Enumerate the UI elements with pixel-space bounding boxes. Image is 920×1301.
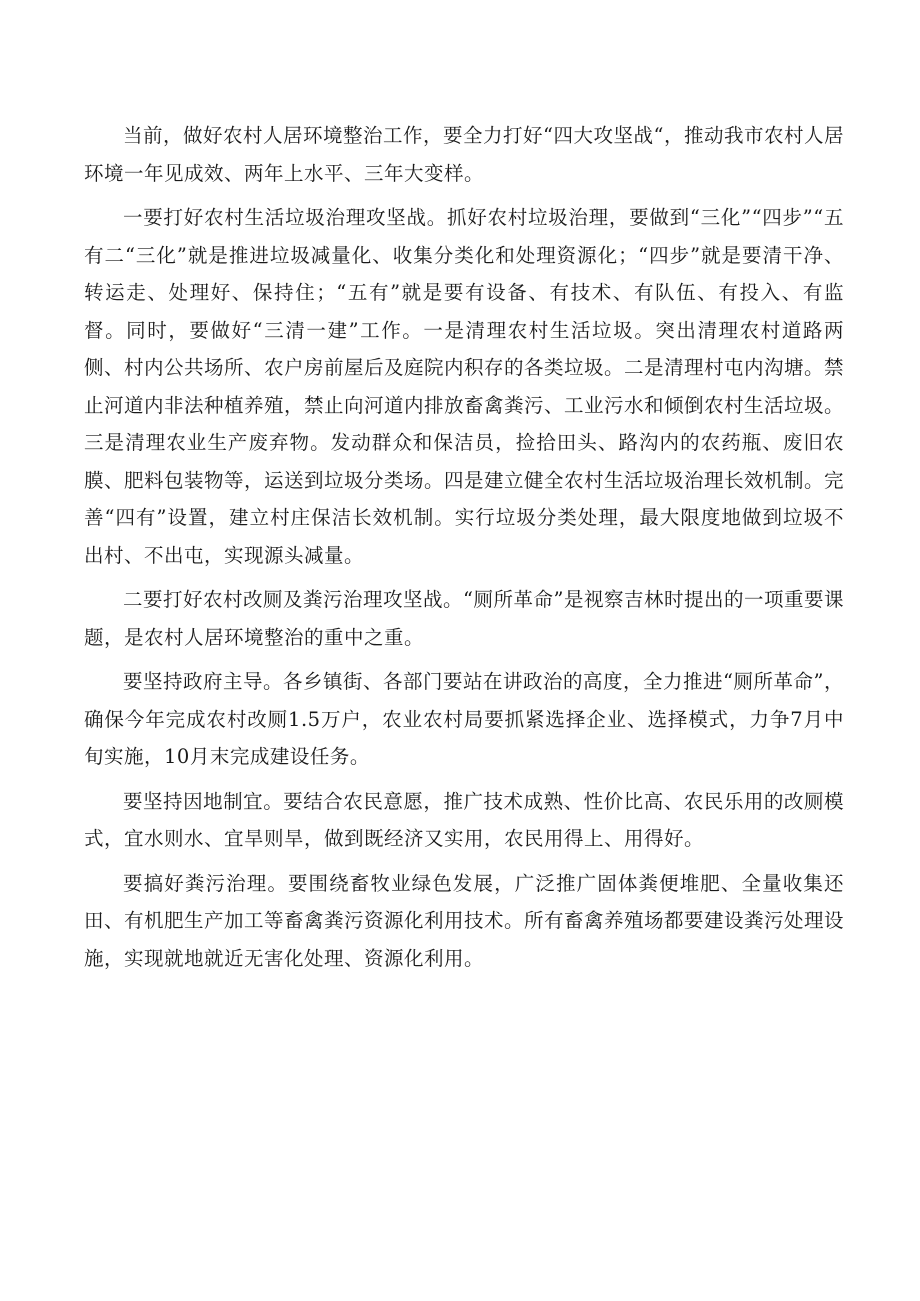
paragraph-4: 要坚持政府主导。各乡镇街、各部门要站在讲政治的高度，全力推进“厕所革命”，确保今年完成农村改厕1.5万户，农业农村局要抓紧选择企业、选择模式，力争7月中旬实施，10月末完成建设任务。 bbox=[84, 670, 844, 768]
paragraph-2: 一要打好农村生活垃圾治理攻坚战。抓好农村垃圾治理，要做到“三化”“四步”“五有二“三化”就是推进垃圾减量化、收集分类化和处理资源化；“四步”就是要清干净、转运走、处理好、保持住；“五有”就是要有设备、有技术、有队伍、有投入、有监督。同时，要做好“三清一建”工作。一是清理农村生活垃圾。突出清理农村道路两侧、村内公共场所、农户房前屋后及庭院内积存的各类垃圾。二是清理村屯内沟塘。禁止河道内非法种植养殖，禁止向河道内排放畜禽粪污、工业污水和倾倒农村生活垃圾。三是清理农业生产废弃物。发动群众和保洁员，捡拾田头、路沟内的农药瓶、废旧农膜、肥料包装物等，运送到垃圾分类场。四是建立健全农村生活垃圾治理长效机制。完善“四有”设置，建立村庄保洁长效机制。实行垃圾分类处理，最大限度地做到垃圾不出村、不出屯，实现源头减量。 bbox=[84, 206, 845, 567]
paragraph-3: 二要打好农村改厕及粪污治理攻坚战。“厕所革命”是视察吉林时提出的一项重要课题，是农村人居环境整治的重中之重。 bbox=[84, 588, 844, 649]
document-body bbox=[84, 117, 844, 984]
paragraph-5: 要坚持因地制宜。要结合农民意愿，推广技术成熟、性价比高、农民乐用的改厕模式，宜水则水、宜旱则旱，做到既经济又实用，农民用得上、用得好。 bbox=[84, 789, 844, 850]
paragraph-6: 要搞好粪污治理。要围绕畜牧业绿色发展，广泛推广固体粪便堆肥、全量收集还田、有机肥生产加工等畜禽粪污资源化利用技术。所有畜禽养殖场都要建设粪污处理设施，实现就地就近无害化处理、资源化利用。 bbox=[84, 871, 845, 970]
paragraph-1: 当前，做好农村人居环境整治工作，要全力打好“四大攻坚战“，推动我市农村人居环境一年见成效、两年上水平、三年大变样。 bbox=[84, 124, 844, 185]
